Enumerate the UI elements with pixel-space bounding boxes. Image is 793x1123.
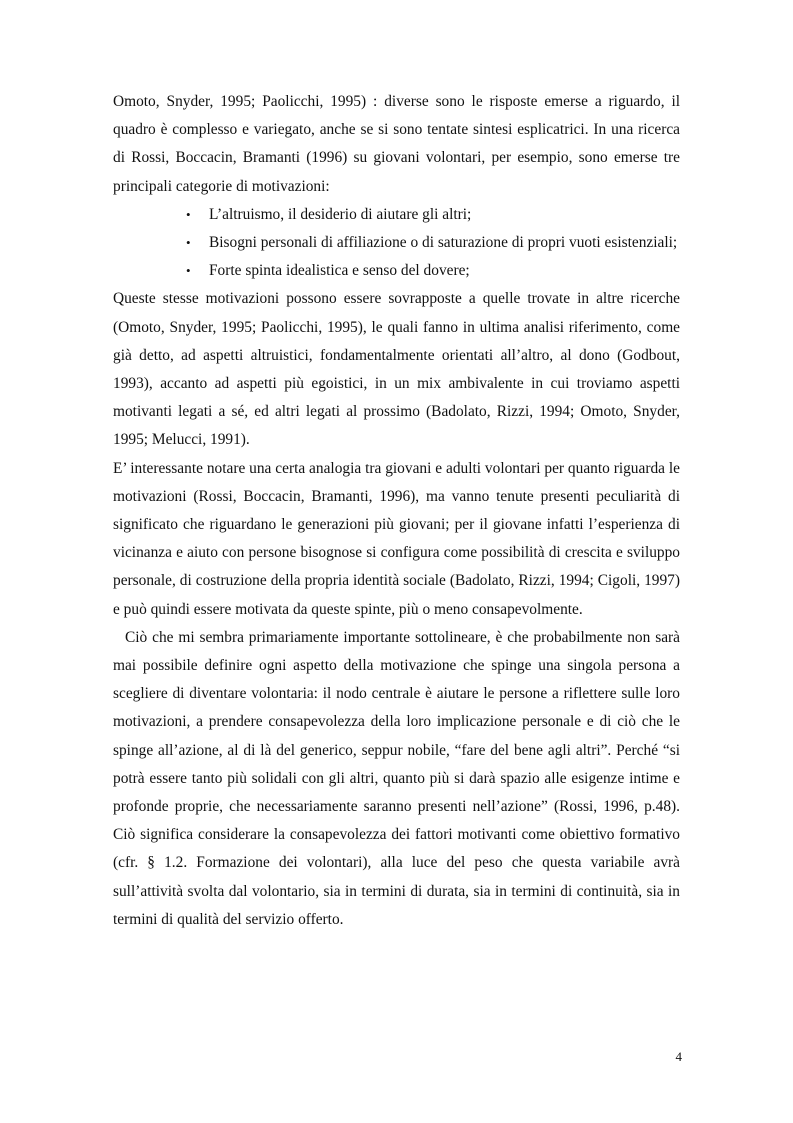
list-item bbox=[186, 229, 680, 257]
paragraph-analogy: E’ interessante notare una certa analogia tra giovani e adulti volontari per quanto riguarda le motivazioni (Rossi, Boccacin, Bramanti, 1996), ma vanno tenute presenti peculiarità di significato che riguardano le generazioni più giovani; per il giovane infatti l’esperienza di vicinanza e aiuto con persone bisognose si configura come possibilità di crescita e sviluppo personale, di costruzione della propria identità sociale (Badolato, Rizzi, 1994; Cigoli, 1997) e può quindi essere motivata da queste spinte, più o meno consapevolmente. bbox=[113, 459, 680, 618]
list-item-text: L’altruismo, il desiderio di aiutare gli altri; bbox=[209, 205, 472, 223]
paragraph-conclusion: Ciò che mi sembra primariamente importante sottolineare, è che probabilmente non sarà mai possibile definire ogni aspetto della motivazione che spinge una singola persona a scegliere di diventare volontaria: il nodo centrale è aiutare le persone a riflettere sulle loro motivazioni, a prendere consapevolezza della loro implicazione personale e di ciò che le spinge all’azione, al di là del generico, seppur nobile, “fare del bene agli altri”. Perché “si potrà essere tanto più solidali con gli altri, quanto più si darà spazio alle esigenze intime e profonde proprie, che necessariamente saranno presenti nell’azione” (Rossi, 1996, p.48). Ciò significa considerare la consapevolezza dei fattori motivanti come obiettivo formativo (cfr. § 1.2. Formazione dei volontari), alla luce del peso che questa variabile avrà sull’attività svolta dal volontario, sia in termini di durata, sia in termini di continuità, sia in termini di qualità del servizio offerto. bbox=[113, 628, 680, 928]
document-body bbox=[113, 88, 680, 934]
paragraph-overlap: Queste stesse motivazioni possono essere sovrapposte a quelle trovate in altre ricerche (Omoto, Snyder, 1995; Paolicchi, 1995), le quali fanno in ultima analisi riferimento, come già detto, ad aspetti altruistici, fondamentalmente orientati all’altro, al dono (Godbout, 1993), accanto ad aspetti più egoistici, in un mix ambivalente in cui troviamo aspetti motivanti legati a sé, ed altri legati al prossimo (Badolato, Rizzi, 1994; Omoto, Snyder, 1995; Melucci, 1991). bbox=[113, 290, 680, 449]
motivation-list bbox=[113, 201, 680, 286]
list-item-text: Forte spinta idealistica e senso del dovere; bbox=[209, 262, 470, 280]
bullet-icon: • bbox=[186, 235, 191, 251]
list-item bbox=[186, 201, 680, 229]
list-item bbox=[186, 257, 680, 285]
paragraph-intro: Omoto, Snyder, 1995; Paolicchi, 1995) : diverse sono le risposte emerse a riguardo, il quadro è complesso e variegato, anche se si sono tentate sintesi esplicatrici. In una ricerca di Rossi, Boccacin, Bramanti (1996) su giovani volontari, per esempio, sono emerse tre principali categorie di motivazioni: bbox=[113, 93, 680, 195]
page-number: 4 bbox=[675, 1049, 682, 1064]
list-item-text: Bisogni personali di affiliazione o di saturazione di propri vuoti esistenziali; bbox=[209, 234, 678, 252]
bullet-icon: • bbox=[186, 263, 191, 279]
bullet-icon: • bbox=[186, 206, 191, 222]
